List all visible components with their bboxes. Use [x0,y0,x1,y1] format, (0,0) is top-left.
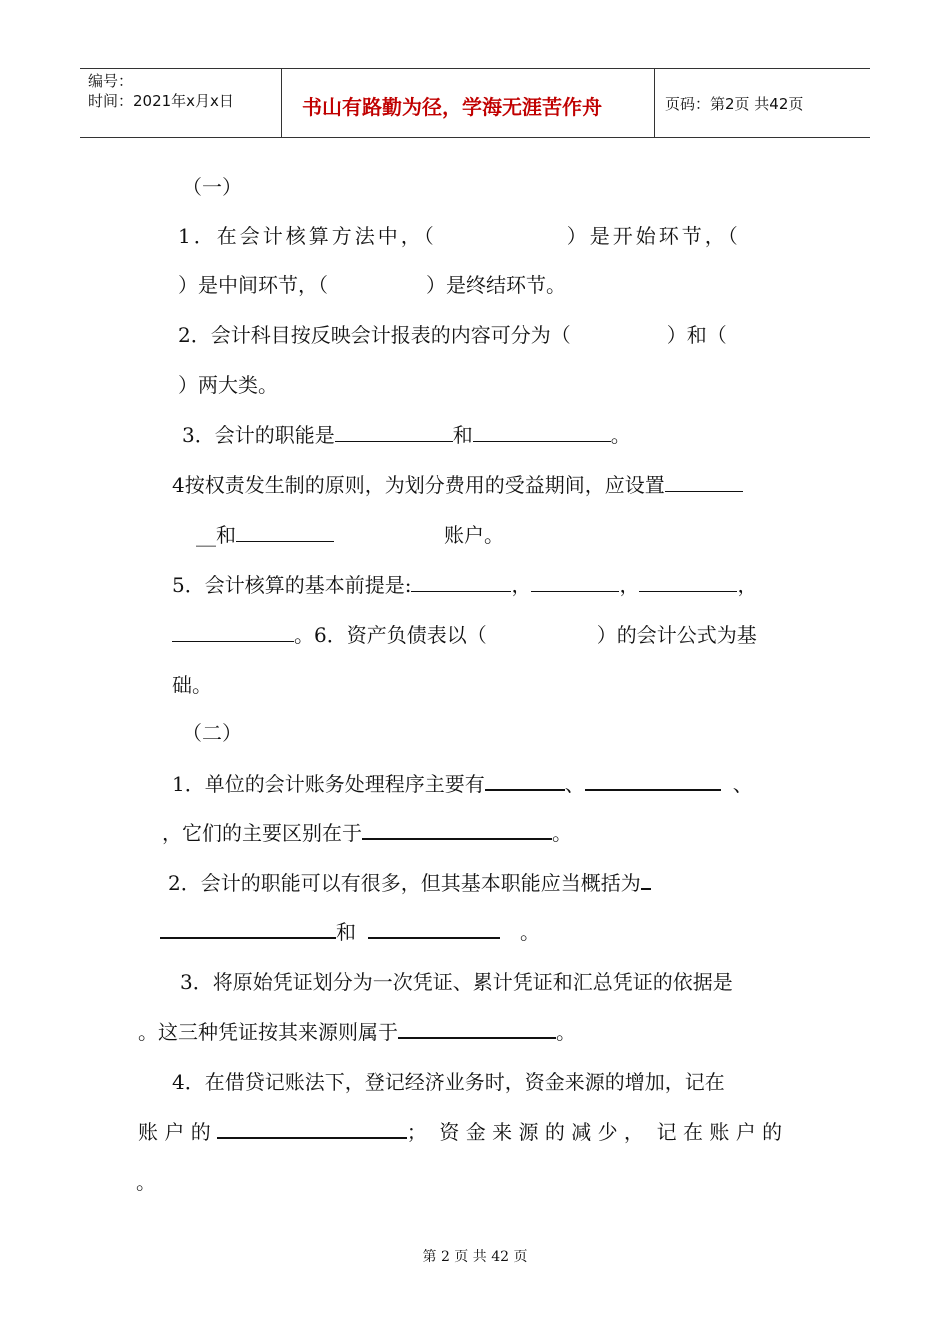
question-2-line-2: ）两大类。 [178,373,278,397]
page-footer: 第 2 页 共 42 页 [422,1249,528,1265]
question-3: 3．会计的职能是 和 。 [182,423,631,447]
section-one-title: （一） [182,175,242,199]
part2-q4-line-2: 账 户 的 ； 资 金 来 源 的 减 少 ， 记 在 账 户 的 [138,1120,783,1144]
header-page-info: 页码：第2页 共42页 [665,95,804,113]
part2-q1-line-2: ，它们的主要区别在于 。 [162,821,572,845]
question-5-line-1: 5．会计核算的基本前提是: ， ， ， [172,573,758,597]
header-meta [88,71,234,111]
part2-q3-line-1: 3．将原始凭证划分为一次凭证、累计凭证和汇总凭证的依据是 [180,970,733,994]
question-4-line-1: 4按权责发生制的原则，为划分费用的受益期间，应设置 [172,471,743,499]
part2-q2-line-2: 和 。 [160,918,540,946]
part2-q3-line-2: 。这三种凭证按其来源则属于 。 [138,1020,576,1044]
question-4-line-2: __和 账户。 [196,523,504,547]
part2-q1-line-1: 1．单位的会计账务处理程序主要有 、 、 [172,772,753,796]
part2-q4-line-1: 4．在借贷记账法下，登记经济业务时，资金来源的增加，记在 [172,1070,725,1094]
part2-q4-line-3: 。 [136,1170,156,1194]
header-divider [654,69,655,137]
header-motto: 书山有路勤为径，学海无涯苦作舟 [302,95,602,119]
header-divider [281,69,282,137]
part2-q2-line-1: 2．会计的职能可以有很多，但其基本职能应当概括为 [168,869,651,897]
question-1-line-1: 1．在会计核算方法中，（ ）是开始环节，（ [178,224,741,248]
doc-number-label: 编号： [88,72,134,90]
doc-time-label: 时间：2021年x月x日 [88,92,234,110]
page-header [80,68,870,138]
section-two-title: （二） [182,721,242,745]
question-2-line-1: 2．会计科目按反映会计报表的内容可分为（ ）和（ [178,323,727,347]
question-1-line-2: ）是中间环节，（ ）是终结环节。 [178,273,566,297]
question-6-line-2: 础。 [172,673,212,697]
question-5-6-line: 。6．资产负债表以（ ）的会计公式为基 [172,621,757,649]
